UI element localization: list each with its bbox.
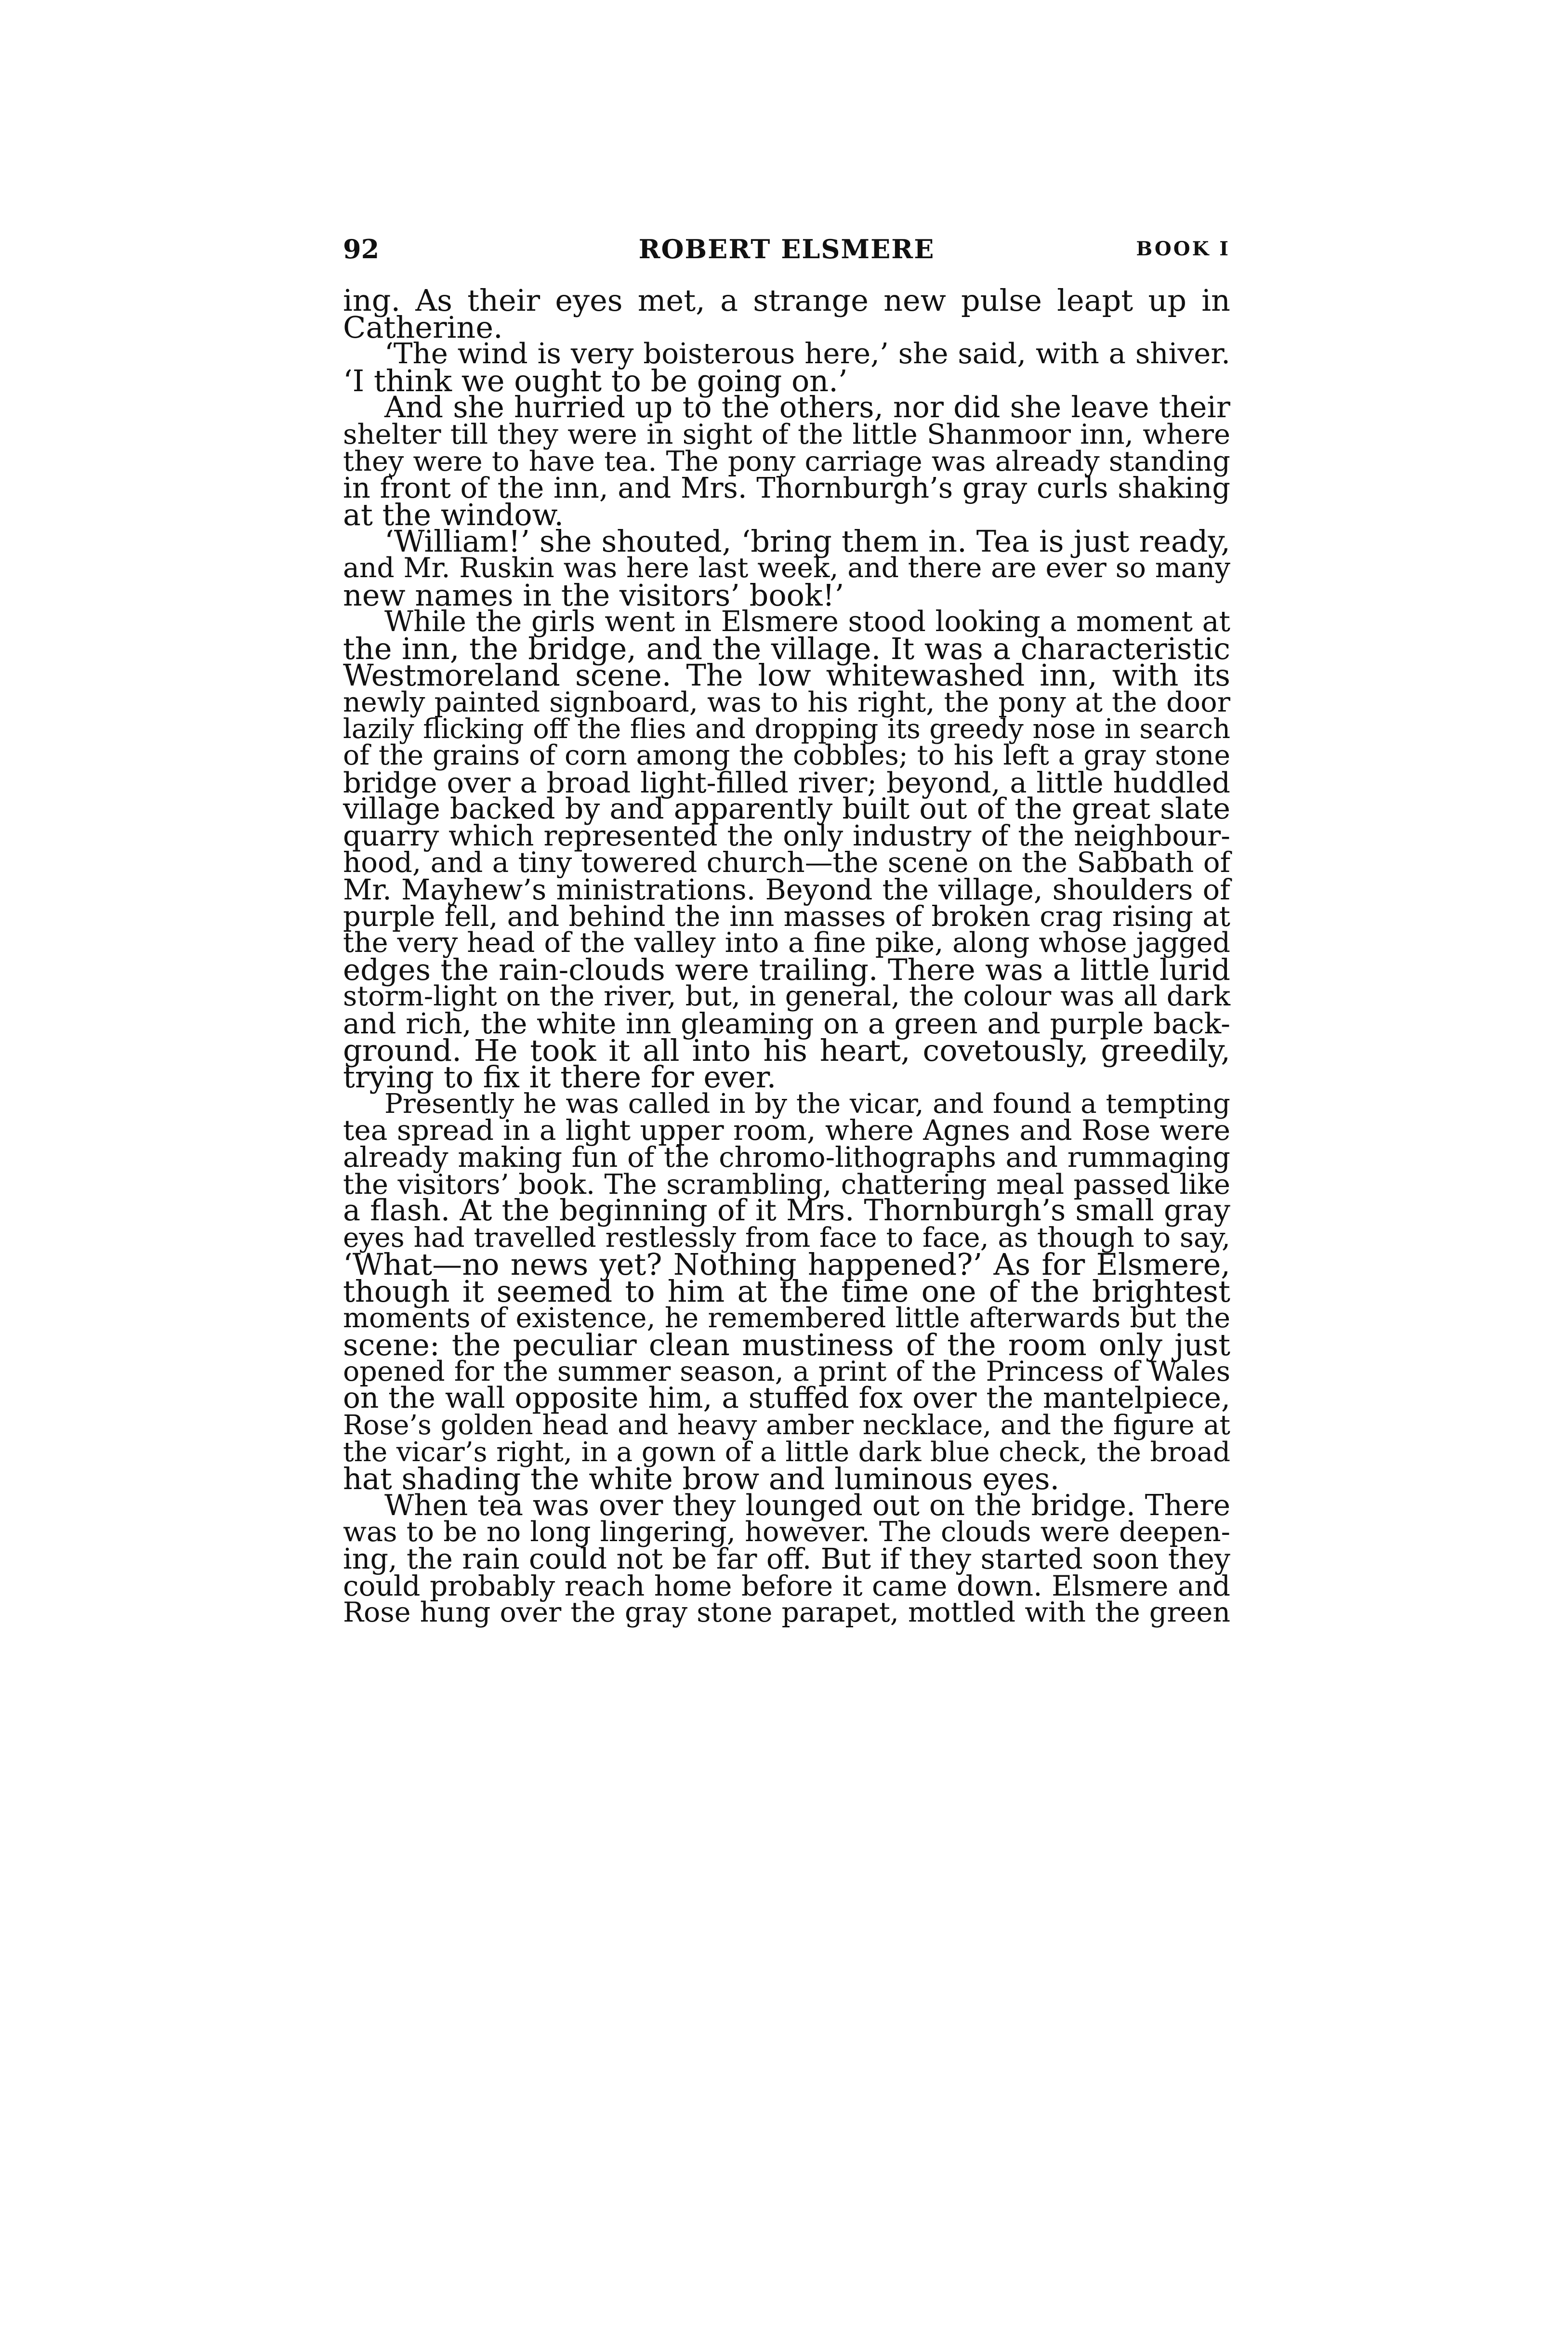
book-label: BOOK I xyxy=(1136,238,1230,260)
text-line: Presently he was called in by the vicar, and found a tempting xyxy=(384,1088,1230,1120)
text-line: shelter till they were in sight of the little Shanmoor inn, where xyxy=(343,418,1230,450)
text-line: Westmoreland scene. The low whitewashed inn, with its xyxy=(343,658,1230,693)
text-line: already making fun of the chromo-lithographs and rummaging xyxy=(343,1141,1230,1174)
text-line: hat shading the white brow and luminous eyes. xyxy=(343,1461,1060,1497)
page-number: 92 xyxy=(343,234,380,264)
running-head xyxy=(343,232,1230,266)
text-line: purple fell, and behind the inn masses of broken crag rising at xyxy=(343,899,1230,933)
text-line: edges the rain-clouds were trailing. There was a little lurid xyxy=(343,952,1230,987)
text-line: new names in the visitors’ book!’ xyxy=(343,577,844,613)
text-line: ‘William!’ she shouted, ‘bring them in. Tea is just ready, xyxy=(384,524,1230,559)
text-line: tea spread in a light upper room, where Agnes and Rose were xyxy=(343,1114,1230,1147)
text-line: and Mr. Ruskin was here last week, and there are ever so many xyxy=(343,552,1230,584)
text-line: When tea was over they lounged out on the bridge. There xyxy=(384,1489,1230,1522)
text-line: moments of existence, he remembered little afterwards but the xyxy=(343,1302,1230,1334)
text-line: eyes had travelled restlessly from face to face, as though to say, xyxy=(343,1222,1230,1254)
text-line: ‘I think we ought to be going on.’ xyxy=(343,363,848,398)
running-title: ROBERT ELSMERE xyxy=(638,234,935,264)
text-line: at the window. xyxy=(343,497,564,532)
text-line: could probably reach home before it came down. Elsmere and xyxy=(343,1569,1230,1602)
text-line: And she hurried up to the others, nor did she leave their xyxy=(384,390,1230,425)
text-line: Rose hung over the gray stone parapet, mottled with the green xyxy=(343,1597,1230,1629)
text-line: hood, and a tiny towered church—the scene on the Sabbath of xyxy=(343,846,1230,879)
text-line: Mr. Mayhew’s ministrations. Beyond the village, shoulders of xyxy=(343,873,1230,907)
text-line: was to be no long lingering, however. The clouds were deepen- xyxy=(343,1516,1230,1548)
text-line: ing, the rain could not be far off. But if they started soon they xyxy=(343,1542,1230,1575)
text-line: the inn, the bridge, and the village. It was a characteristic xyxy=(343,631,1230,666)
text-line: in front of the inn, and Mrs. Thornburgh’s gray curls shaking xyxy=(343,471,1230,505)
text-line: quarry which represented the only industry of the neighbour- xyxy=(343,819,1230,852)
text-line: scene: the peculiar clean mustiness of the room only just xyxy=(343,1327,1230,1363)
text-line: village backed by and apparently built out of the great slate xyxy=(343,792,1230,826)
text-line: the very head of the valley into a fine pike, along whose jagged xyxy=(343,927,1230,959)
text-line: ‘The wind is very boisterous here,’ she said, with a shiver. xyxy=(384,337,1230,371)
text-line: newly painted signboard, was to his right, the pony at the door xyxy=(343,686,1230,718)
text-line: the vicar’s right, in a gown of a little dark blue check, the broad xyxy=(343,1436,1230,1468)
text-line: a flash. At the beginning of it Mrs. Thornburgh’s small gray xyxy=(343,1194,1230,1228)
text-line: ing. As their eyes met, a strange new pulse leapt up in xyxy=(343,283,1230,318)
text-line: of the grains of corn among the cobbles; to his left a gray stone xyxy=(343,739,1230,772)
text-line: they were to have tea. The pony carriage was already standing xyxy=(343,445,1230,477)
text-line: on the wall opposite him, a stuffed fox over the mantelpiece, xyxy=(343,1382,1230,1415)
text-line: trying to fix it there for ever. xyxy=(343,1059,777,1095)
text-line: the visitors’ book. The scrambling, chattering meal passed like xyxy=(343,1168,1230,1201)
text-line: storm-light on the river, but, in general, the colour was all dark xyxy=(343,980,1230,1013)
text-line: Catherine. xyxy=(343,309,503,345)
text-line: and rich, the white inn gleaming on a green and purple back- xyxy=(343,1007,1230,1041)
text-line: ground. He took it all into his heart, covetously, greedily, xyxy=(343,1032,1230,1068)
text-line: opened for the summer season, a print of the Princess of Wales xyxy=(343,1355,1230,1387)
text-line: ‘What—no news yet? Nothing happened?’ As for Elsmere, xyxy=(343,1247,1230,1282)
text-line: bridge over a broad light-filled river; beyond, a little huddled xyxy=(343,766,1230,799)
text-line: Rose’s golden head and heavy amber necklace, and the figure at xyxy=(343,1409,1230,1441)
text-line: though it seemed to him at the time one of the brightest xyxy=(343,1273,1230,1309)
text-line: lazily flicking off the flies and dropping its greedy nose in search xyxy=(343,713,1230,745)
text-line: While the girls went in Elsmere stood looking a moment at xyxy=(384,605,1230,638)
body-text xyxy=(343,283,1230,1629)
